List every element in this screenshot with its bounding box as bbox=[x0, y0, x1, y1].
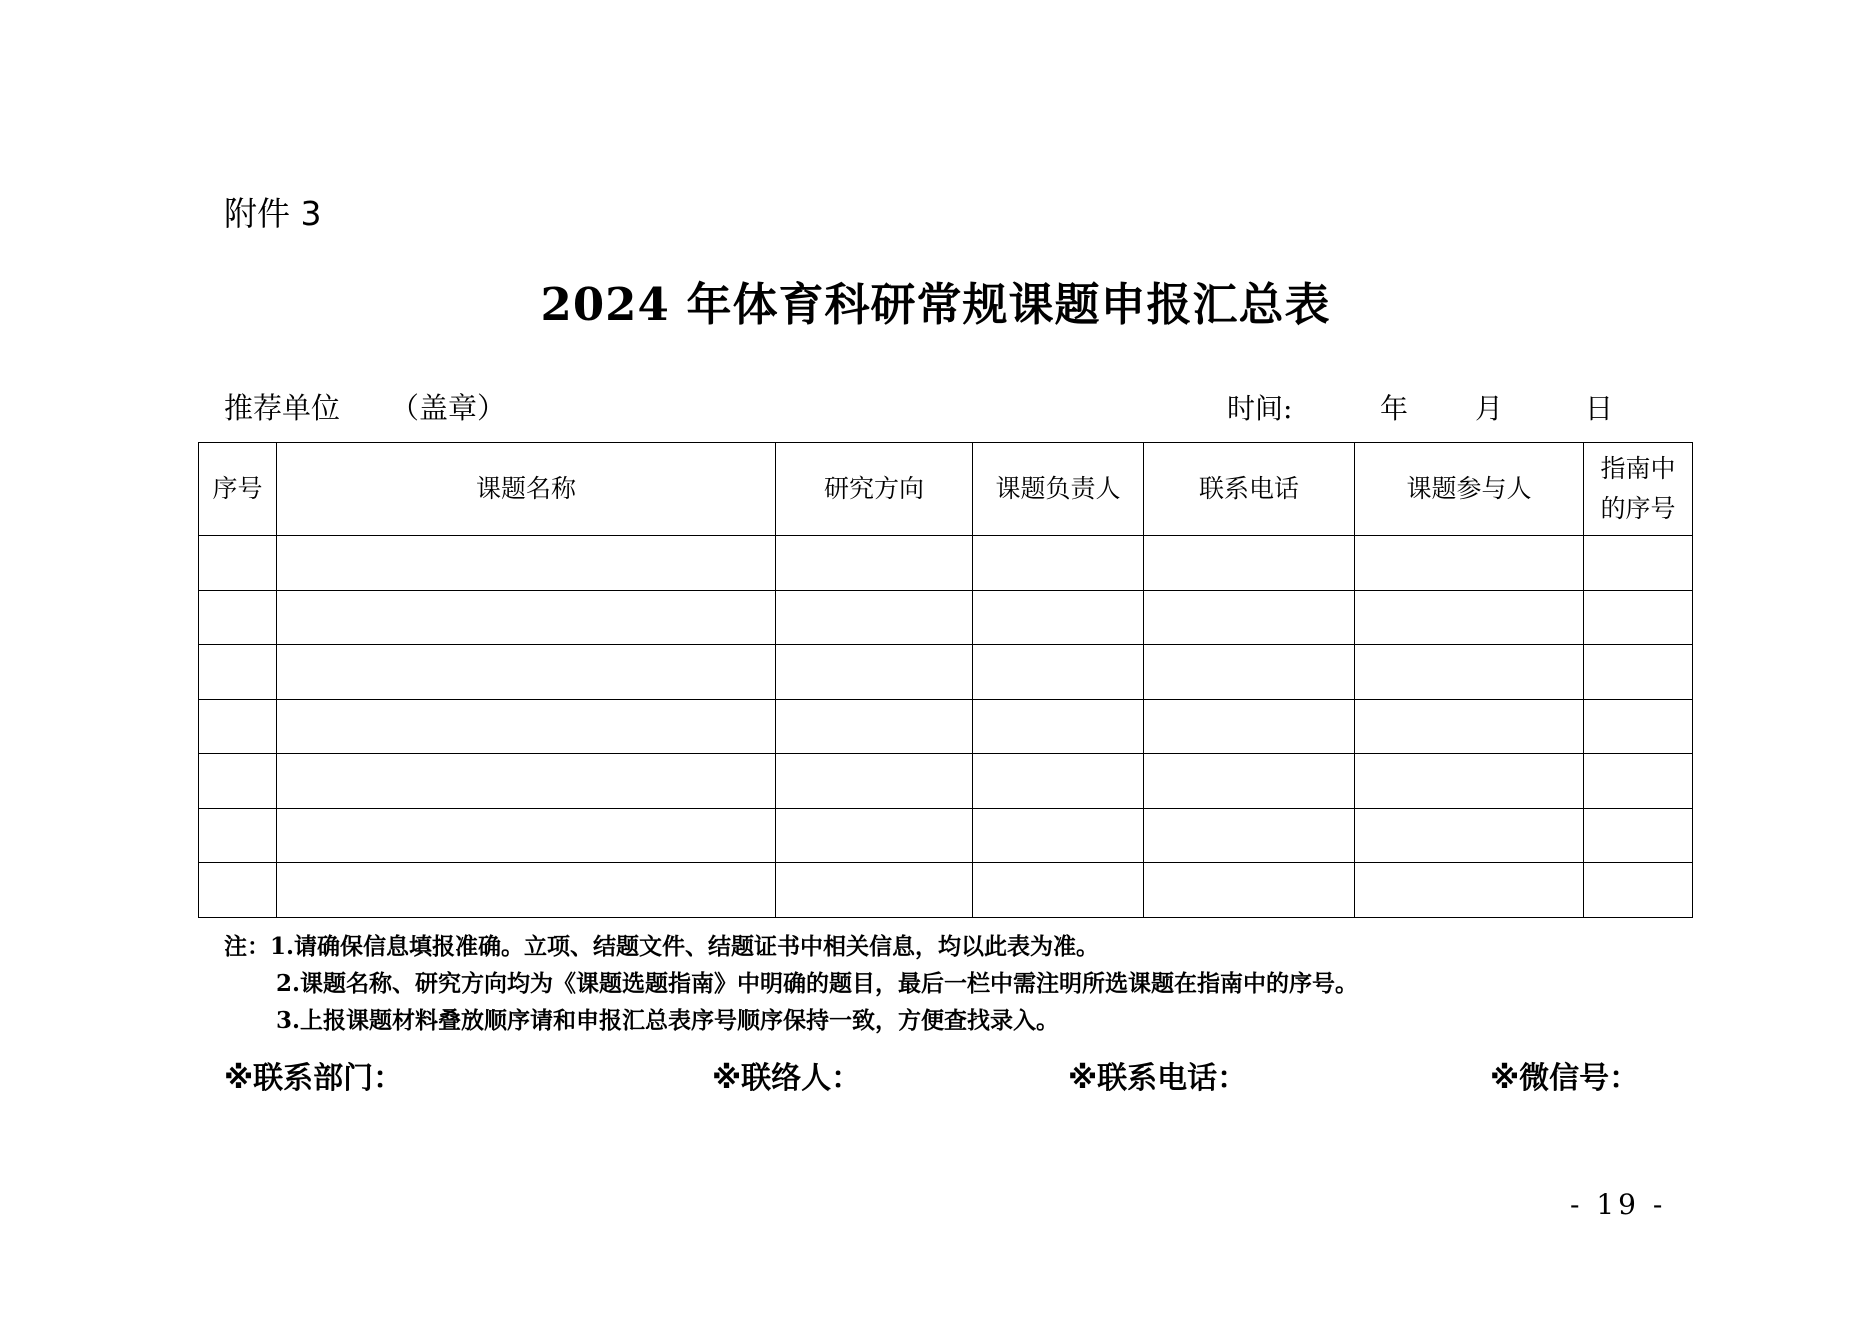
cell-index[interactable] bbox=[199, 536, 277, 591]
cell-index[interactable] bbox=[199, 754, 277, 809]
column-header-guide-index bbox=[1584, 443, 1693, 536]
note-line-3: 3.上报课题材料叠放顺序请和申报汇总表序号顺序保持一致，方便查找录入。 bbox=[276, 1007, 1060, 1034]
seal-note: （盖章） bbox=[390, 391, 507, 425]
column-header-project-leader: 课题负责人 bbox=[973, 443, 1144, 536]
cell-participants[interactable] bbox=[1355, 699, 1584, 754]
page-title: 2024 年体育科研常规课题申报汇总表 bbox=[540, 278, 1331, 331]
cell-guide-index[interactable] bbox=[1584, 699, 1693, 754]
table-row bbox=[199, 808, 1693, 863]
cell-participants[interactable] bbox=[1355, 754, 1584, 809]
guide-index-line2: 的序号 bbox=[1600, 494, 1676, 523]
cell-phone[interactable] bbox=[1144, 536, 1355, 591]
month-label: 月 bbox=[1475, 392, 1504, 425]
cell-guide-index[interactable] bbox=[1584, 590, 1693, 645]
cell-research-direction[interactable] bbox=[776, 808, 973, 863]
cell-guide-index[interactable] bbox=[1584, 808, 1693, 863]
cell-research-direction[interactable] bbox=[776, 863, 973, 918]
cell-phone[interactable] bbox=[1144, 645, 1355, 700]
notes-block bbox=[224, 928, 1358, 1039]
cell-guide-index[interactable] bbox=[1584, 863, 1693, 918]
cell-topic-name[interactable] bbox=[277, 754, 776, 809]
column-header-research-direction: 研究方向 bbox=[776, 443, 973, 536]
cell-participants[interactable] bbox=[1355, 536, 1584, 591]
column-header-topic-name: 课题名称 bbox=[277, 443, 776, 536]
cell-phone[interactable] bbox=[1144, 863, 1355, 918]
cell-project-leader[interactable] bbox=[973, 808, 1144, 863]
cell-research-direction[interactable] bbox=[776, 754, 973, 809]
column-header-phone: 联系电话 bbox=[1144, 443, 1355, 536]
cell-project-leader[interactable] bbox=[973, 863, 1144, 918]
cell-phone[interactable] bbox=[1144, 808, 1355, 863]
contact-person-label: ※联络人： bbox=[712, 1061, 862, 1096]
table-row bbox=[199, 754, 1693, 809]
cell-topic-name[interactable] bbox=[277, 863, 776, 918]
table-row bbox=[199, 536, 1693, 591]
cell-project-leader[interactable] bbox=[973, 699, 1144, 754]
cell-participants[interactable] bbox=[1355, 645, 1584, 700]
cell-guide-index[interactable] bbox=[1584, 645, 1693, 700]
note-line-1: 注：1.请确保信息填报准确。立项、结题文件、结题证书中相关信息，均以此表为准。 bbox=[224, 933, 1100, 960]
table-row bbox=[199, 699, 1693, 754]
cell-research-direction[interactable] bbox=[776, 645, 973, 700]
recommending-unit-label: 推荐单位 bbox=[224, 391, 341, 425]
cell-phone[interactable] bbox=[1144, 590, 1355, 645]
cell-topic-name[interactable] bbox=[277, 808, 776, 863]
cell-topic-name[interactable] bbox=[277, 699, 776, 754]
day-label: 日 bbox=[1585, 392, 1614, 425]
cell-participants[interactable] bbox=[1355, 863, 1584, 918]
cell-project-leader[interactable] bbox=[973, 590, 1144, 645]
note-line-2: 2.课题名称、研究方向均为《课题选题指南》中明确的题目，最后一栏中需注明所选课题在指南中的序号。 bbox=[276, 970, 1359, 997]
cell-guide-index[interactable] bbox=[1584, 754, 1693, 809]
cell-index[interactable] bbox=[199, 645, 277, 700]
time-label: 时间: bbox=[1227, 392, 1293, 425]
table-row bbox=[199, 863, 1693, 918]
cell-participants[interactable] bbox=[1355, 808, 1584, 863]
contact-wechat-label: ※微信号： bbox=[1490, 1061, 1640, 1096]
cell-phone[interactable] bbox=[1144, 699, 1355, 754]
cell-index[interactable] bbox=[199, 699, 277, 754]
table-row bbox=[199, 590, 1693, 645]
year-label: 年 bbox=[1380, 392, 1409, 425]
cell-index[interactable] bbox=[199, 590, 277, 645]
cell-guide-index[interactable] bbox=[1584, 536, 1693, 591]
cell-index[interactable] bbox=[199, 863, 277, 918]
cell-participants[interactable] bbox=[1355, 590, 1584, 645]
guide-index-line1: 指南中 bbox=[1600, 454, 1676, 483]
cell-phone[interactable] bbox=[1144, 754, 1355, 809]
column-header-participants: 课题参与人 bbox=[1355, 443, 1584, 536]
cell-research-direction[interactable] bbox=[776, 536, 973, 591]
contact-phone-label: ※联系电话： bbox=[1068, 1061, 1248, 1096]
cell-research-direction[interactable] bbox=[776, 590, 973, 645]
column-header-index: 序号 bbox=[199, 443, 277, 536]
cell-project-leader[interactable] bbox=[973, 645, 1144, 700]
summary-table bbox=[198, 442, 1693, 918]
table-header-row bbox=[199, 443, 1693, 536]
contact-department-label: ※联系部门： bbox=[224, 1061, 404, 1096]
page-number: - 19 - bbox=[1570, 1188, 1667, 1221]
cell-index[interactable] bbox=[199, 808, 277, 863]
cell-research-direction[interactable] bbox=[776, 699, 973, 754]
attachment-label: 附件 3 bbox=[224, 194, 322, 233]
cell-topic-name[interactable] bbox=[277, 645, 776, 700]
cell-topic-name[interactable] bbox=[277, 536, 776, 591]
cell-topic-name[interactable] bbox=[277, 590, 776, 645]
cell-project-leader[interactable] bbox=[973, 754, 1144, 809]
cell-project-leader[interactable] bbox=[973, 536, 1144, 591]
table-row bbox=[199, 645, 1693, 700]
